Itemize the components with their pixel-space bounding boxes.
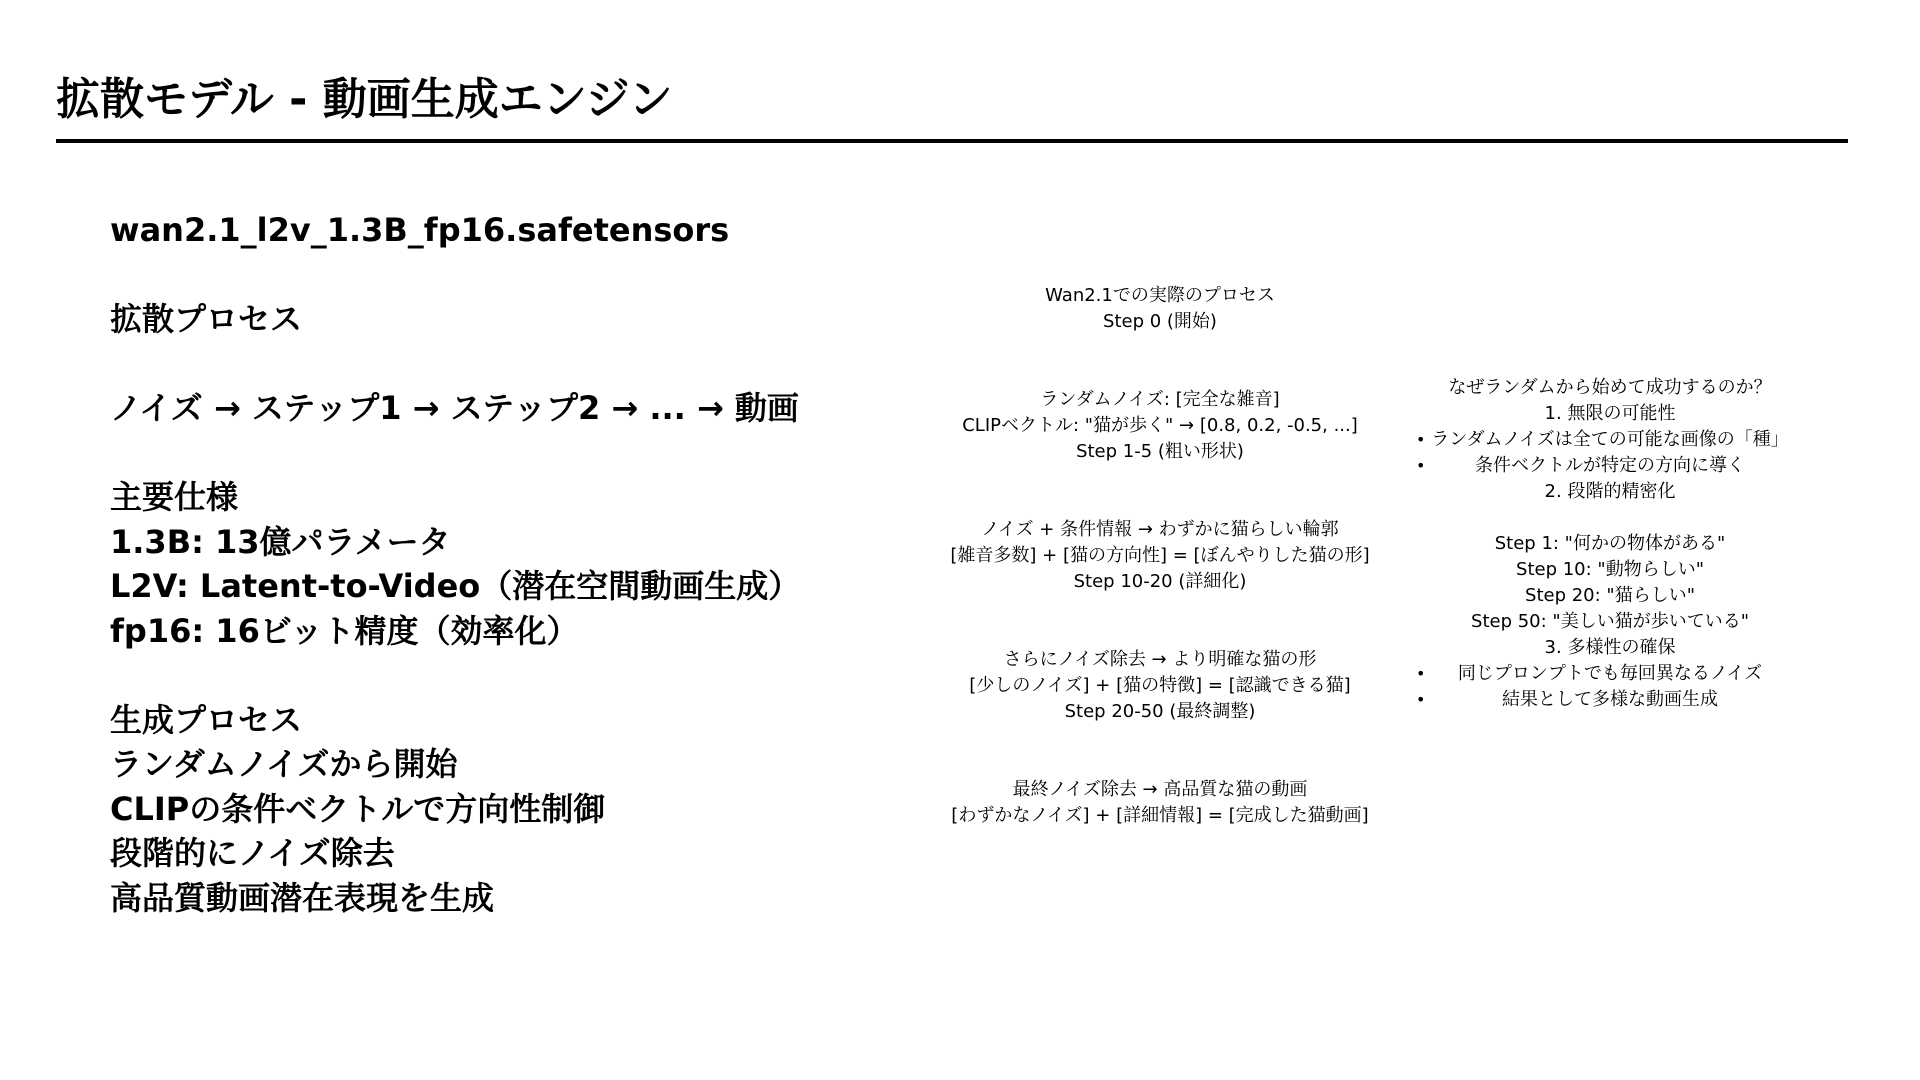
process-block [920, 647, 1400, 725]
process-flow-line: ノイズ → ステップ1 → ステップ2 → ... → 動画 [110, 389, 799, 427]
process-line: [わずかなノイズ] + [詳細情報] = [完成した猫動画] [951, 805, 1369, 826]
generation-step-line: 高品質動画潜在表現を生成 [110, 878, 495, 917]
bullet-icon: • [1416, 664, 1426, 683]
process-block [920, 777, 1400, 829]
process-line: [雑音多数] + [猫の方向性] = [ぼんやりした猫の形] [950, 545, 1370, 566]
model-filename: wan2.1_l2v_1.3B_fp16.safetensors [110, 211, 730, 249]
bullet-icon: • [1416, 456, 1426, 475]
process-line: Step 0 (開始) [1103, 311, 1217, 332]
process-line: CLIPベクトル: "猫が歩く" → [0.8, 0.2, -0.5, ...] [962, 415, 1358, 436]
process-line: 最終ノイズ除去 → 高品質な猫の動画 [1012, 779, 1308, 800]
left-column [110, 208, 930, 920]
generation-step-line: 段階的にノイズ除去 [110, 834, 395, 872]
step-line [1370, 609, 1850, 635]
bullet-item [1370, 687, 1850, 713]
right-column [1370, 375, 1850, 713]
spacer [1370, 505, 1850, 531]
bullet-text: 同じプロンプトでも毎回異なるノイズ [1457, 663, 1763, 684]
section-heading-specs: 主要仕様 [110, 478, 239, 516]
right-line-text: Step 10: "動物らしい" [1516, 559, 1704, 580]
step-line [1370, 583, 1850, 609]
spacer [110, 253, 930, 298]
process-line: Step 10-20 (詳細化) [1073, 571, 1247, 592]
right-line-text: なぜランダムから始めて成功するのか？ [1448, 377, 1772, 398]
bullet-item [1370, 453, 1850, 479]
process-block [920, 517, 1400, 595]
spacer [110, 431, 930, 476]
bullet-text: 条件ベクトルが特定の方向に導く [1475, 455, 1745, 476]
right-line-text: 2. 段階的精密化 [1544, 481, 1676, 502]
slide-title: 拡散モデル - 動画生成エンジン [56, 74, 673, 125]
process-block [920, 283, 1400, 335]
right-line-text: Step 1: "何かの物体がある" [1494, 533, 1726, 554]
process-block [920, 387, 1400, 465]
spacer [920, 725, 1400, 777]
spec-line: fp16: 16ビット精度（効率化） [110, 611, 579, 650]
bullet-item [1370, 661, 1850, 687]
section-heading-generation-process: 生成プロセス [110, 700, 303, 739]
section-heading-diffusion-process: 拡散プロセス [110, 300, 303, 338]
middle-column [920, 283, 1400, 829]
spacer [920, 335, 1400, 387]
bullet-icon: • [1416, 690, 1426, 709]
bullet-item [1370, 427, 1850, 453]
spacer [920, 465, 1400, 517]
right-line-text: Step 50: "美しい猫が歩いている" [1471, 611, 1749, 632]
right-line-text: 3. 多様性の確保 [1544, 637, 1676, 658]
right-line-text: 1. 無限の可能性 [1544, 403, 1676, 424]
spacer [110, 653, 930, 698]
right-heading [1370, 375, 1850, 401]
right-subheading [1370, 479, 1850, 505]
process-line: Step 1-5 (粗い形状) [1076, 441, 1244, 462]
spec-line: L2V: Latent-to-Video（潜在空間動画生成） [110, 567, 801, 605]
process-line: ノイズ + 条件情報 → わずかに猫らしい輪郭 [981, 519, 1339, 540]
right-subheading [1370, 635, 1850, 661]
spacer [110, 342, 930, 387]
generation-step-line: CLIPの条件ベクトルで方向性制御 [110, 789, 606, 828]
process-line: Wan2.1での実際のプロセス [1045, 285, 1275, 306]
process-line: Step 20-50 (最終調整) [1064, 701, 1256, 722]
process-line: ランダムノイズ: [完全な雑音] [1040, 389, 1280, 410]
generation-step-line: ランダムノイズから開始 [110, 745, 458, 783]
bullet-text: ランダムノイズは全ての可能な画像の「種」 [1431, 429, 1789, 450]
process-line: [少しのノイズ] + [猫の特徴] = [認識できる猫] [969, 675, 1351, 696]
step-line [1370, 531, 1850, 557]
process-line: さらにノイズ除去 → より明確な猫の形 [1003, 649, 1317, 670]
bullet-icon: • [1416, 430, 1426, 449]
right-line-text: Step 20: "猫らしい" [1525, 585, 1695, 606]
spacer [920, 595, 1400, 647]
title-divider [56, 139, 1848, 143]
right-subheading [1370, 401, 1850, 427]
bullet-text: 結果として多様な動画生成 [1502, 689, 1718, 710]
spec-line: 1.3B: 13億パラメータ [110, 522, 451, 561]
step-line [1370, 557, 1850, 583]
